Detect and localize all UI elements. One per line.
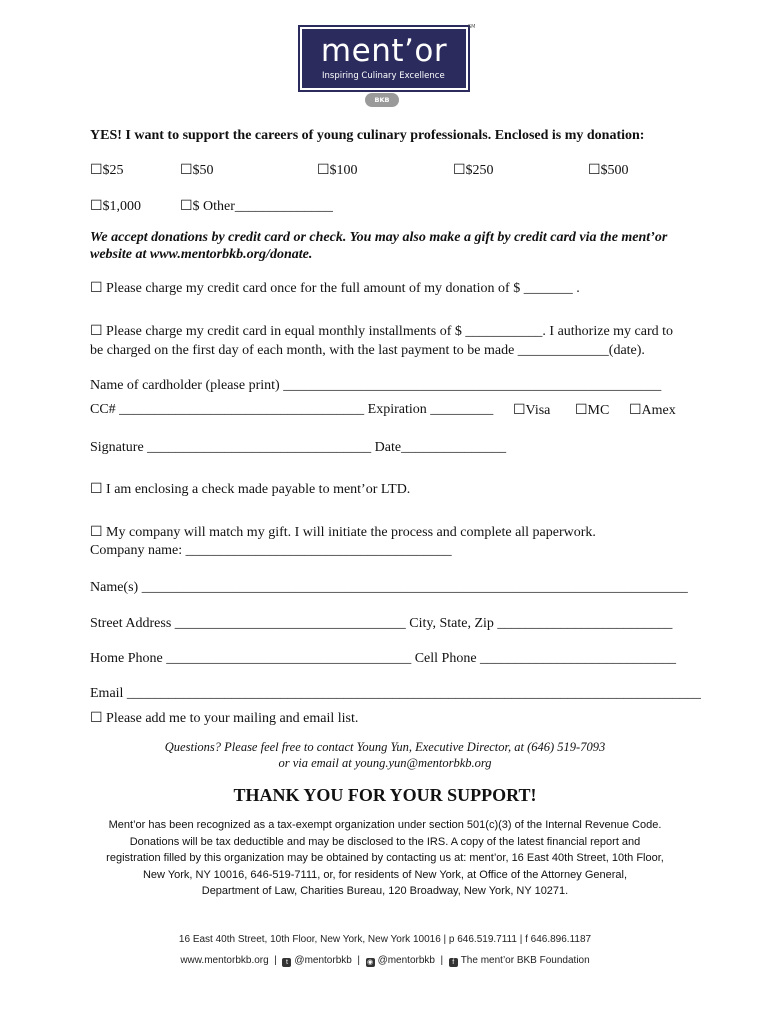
instagram-icon: ◉ — [367, 959, 374, 966]
footer-website[interactable]: www.mentorbkb.org — [180, 955, 269, 966]
charge-once-checkbox[interactable]: ☐ Please charge my credit card once for the full amount of my donation of $ _______ . — [90, 281, 580, 296]
tax-exempt-notice — [85, 817, 685, 900]
amount-25-checkbox[interactable]: ☐$25 — [90, 163, 124, 178]
mc-checkbox[interactable]: ☐MC — [575, 403, 610, 418]
cardholder-name-field[interactable]: Name of cardholder (please print) ______________________________________________________ — [90, 378, 662, 393]
logo-wordmark: ment’or — [320, 33, 448, 69]
footer-address: 16 East 40th Street, 10th Floor, New York, New York 10016 | p 646.519.7111 | f 646.896.1187 — [178, 934, 592, 945]
questions-line2: or via email at young.yun@mentorbkb.org — [278, 756, 492, 770]
amount-other-checkbox[interactable]: ☐$ Other______________ — [180, 199, 333, 214]
footer-separator: | — [440, 955, 444, 966]
phone-field[interactable]: Home Phone ___________________________________ Cell Phone ____________________________ — [90, 651, 677, 666]
footer-facebook[interactable]: The ment’or BKB Foundation — [460, 955, 590, 966]
footer-links — [0, 955, 770, 967]
tax-line: New York, NY 10016, 646-519-7111, or, for residents of New York, at Office of the Attorney General, — [142, 868, 628, 881]
amex-checkbox[interactable]: ☐Amex — [629, 403, 676, 418]
company-name-field[interactable]: Company name: ______________________________________ — [90, 543, 452, 558]
amount-50-checkbox[interactable]: ☐$50 — [180, 163, 214, 178]
names-field[interactable]: Name(s) ______________________________________________________________________________ — [90, 580, 688, 595]
visa-checkbox[interactable]: ☐Visa — [513, 403, 551, 418]
amount-250-checkbox[interactable]: ☐$250 — [453, 163, 494, 178]
check-enclosed-checkbox[interactable]: ☐ I am enclosing a check made payable to ment’or LTD. — [90, 482, 411, 497]
twitter-icon: t — [282, 958, 291, 967]
logo-tagline: Inspiring Culinary Excellence — [322, 71, 445, 81]
footer-twitter[interactable]: @mentorbkb — [294, 955, 352, 966]
footer-instagram[interactable]: @mentorbkb — [377, 955, 435, 966]
facebook-icon: f — [449, 958, 458, 967]
amount-100-checkbox[interactable]: ☐$100 — [317, 163, 358, 178]
charge-monthly-line2: be charged on the first day of each month, with the last payment to be made _____________(date). — [90, 343, 645, 358]
amount-1000-checkbox[interactable]: ☐$1,000 — [90, 199, 142, 214]
payment-note-line2: website at www.mentorbkb.org/donate. — [90, 247, 313, 262]
logo — [298, 25, 470, 92]
bkb-badge: BKB — [365, 93, 399, 107]
company-match-checkbox[interactable]: ☐ My company will match my gift. I will initiate the process and complete all paperwork. — [90, 525, 596, 540]
amount-500-checkbox[interactable]: ☐$500 — [588, 163, 629, 178]
questions-line1: Questions? Please feel free to contact Young Yun, Executive Director, at (646) 519-7093 — [164, 740, 606, 754]
mailing-list-checkbox[interactable]: ☐ Please add me to your mailing and email list. — [90, 711, 359, 726]
footer-separator: | — [357, 955, 360, 966]
cc-expiration-field[interactable]: CC# ___________________________________ Expiration _________ — [90, 402, 494, 417]
donation-header: YES! I want to support the careers of young culinary professionals. Enclosed is my donation: — [90, 128, 645, 143]
signature-date-field[interactable]: Signature ________________________________ Date_______________ — [90, 440, 507, 455]
tax-line: Ment’or has been recognized as a tax-exempt organization under section 501(c)(3) of the Internal Revenue Code. — [108, 819, 662, 831]
tax-line: Department of Law, Charities Bureau, 120 Broadway, New York, NY 10271. — [201, 885, 569, 897]
payment-note-line1: We accept donations by credit card or check. You may also make a gift by credit card via the ment’or — [90, 230, 668, 245]
email-field[interactable]: Email __________________________________________________________________________________ — [90, 686, 701, 701]
footer-separator: | — [274, 955, 277, 966]
charge-monthly-checkbox[interactable]: ☐ Please charge my credit card in equal monthly installments of $ ___________. I authorize my card to — [90, 324, 674, 339]
thank-you-heading: THANK YOU FOR YOUR SUPPORT! — [233, 785, 537, 805]
tax-line: Donations will be tax deductible and may be disclosed to the IRS. A copy of the latest financial report and — [129, 835, 641, 848]
tax-line: registration filled by this organization may be obtained by contacting us at: ment’or, 16 East 40th Street, 10th Floor, — [106, 852, 664, 864]
service-mark: SM — [468, 24, 476, 30]
address-field[interactable]: Street Address _________________________________ City, State, Zip _________________________ — [90, 616, 673, 631]
